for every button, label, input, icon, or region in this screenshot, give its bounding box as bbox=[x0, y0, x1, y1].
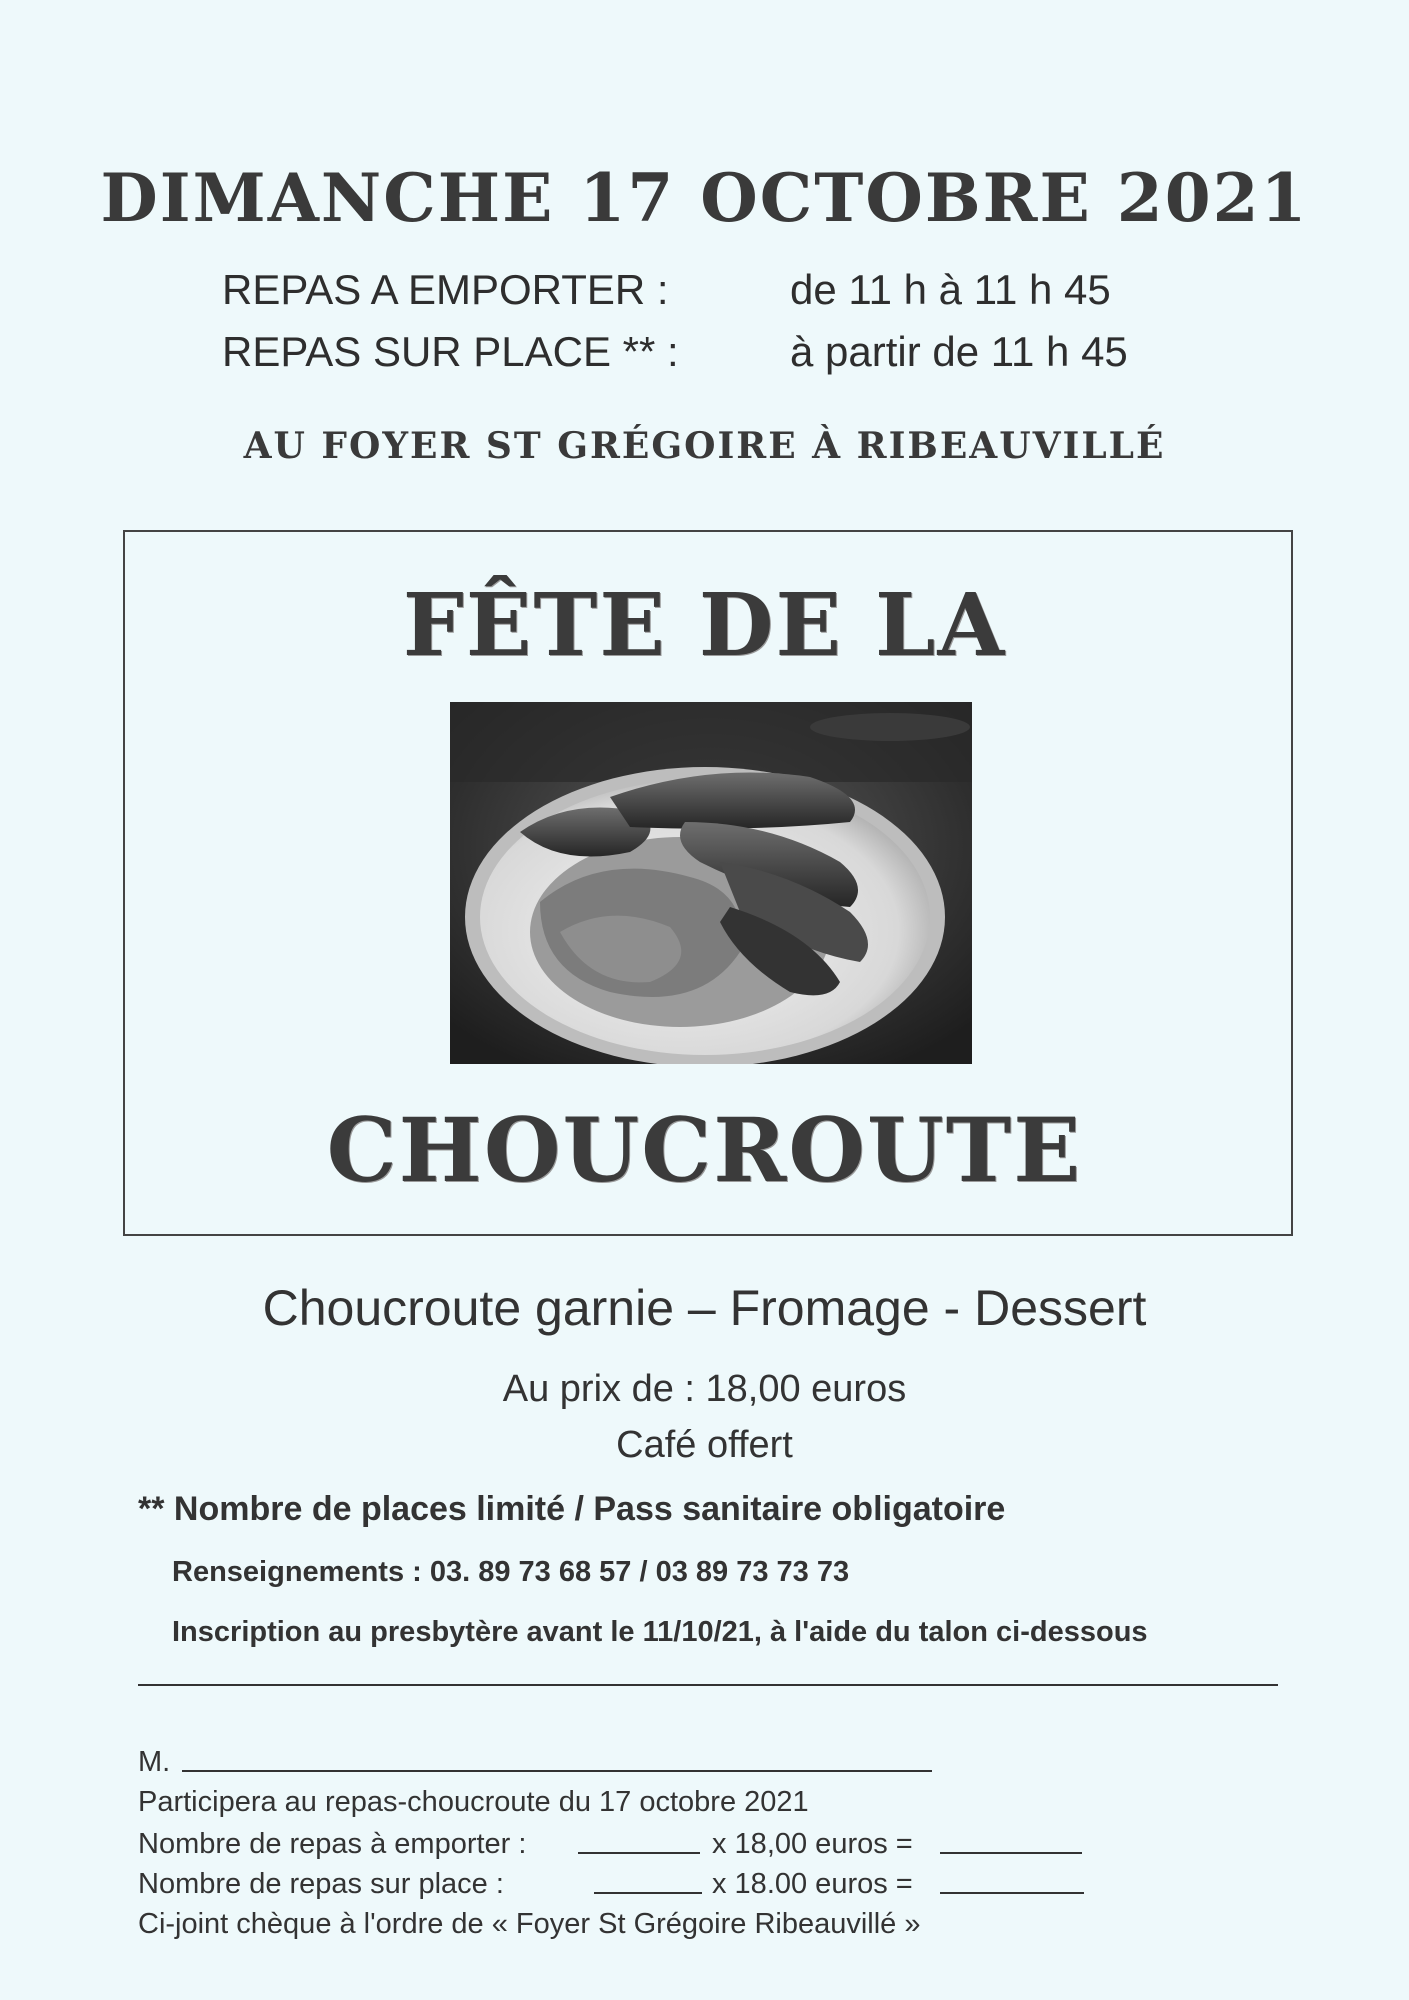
cut-line-divider bbox=[138, 1684, 1278, 1686]
takeaway-label: REPAS A EMPORTER : bbox=[222, 266, 669, 313]
takeaway-total-field[interactable] bbox=[940, 1852, 1082, 1854]
cheque-instruction: Ci-joint chèque à l'ordre de « Foyer St Grégoire Ribeauvillé » bbox=[138, 1908, 921, 1940]
sauerkraut-plate-photo bbox=[450, 702, 972, 1064]
contact-info: Renseignements : 03. 89 73 68 57 / 03 89 73 73 73 bbox=[172, 1556, 850, 1588]
price-text: Au prix de : 18,00 euros bbox=[502, 1368, 907, 1410]
event-date-title: DIMANCHE 17 OCTOBRE 2021 bbox=[100, 159, 1309, 237]
onsite-count-field[interactable] bbox=[594, 1892, 702, 1894]
takeaway-count-field[interactable] bbox=[578, 1852, 700, 1854]
takeaway-count-label: Nombre de repas à emporter : bbox=[138, 1828, 527, 1860]
sauerkraut-plate-illustration bbox=[450, 702, 972, 1064]
event-title-line1: FÊTE DE LA bbox=[402, 575, 1007, 676]
takeaway-unit-price: x 18,00 euros = bbox=[712, 1828, 913, 1860]
limited-places-notice: ** Nombre de places limité / Pass sanitaire obligatoire bbox=[138, 1490, 1006, 1528]
onsite-unit-price: x 18.00 euros = bbox=[712, 1868, 913, 1900]
name-field[interactable] bbox=[182, 1770, 932, 1772]
participation-text: Participera au repas-choucroute du 17 octobre 2021 bbox=[138, 1786, 809, 1818]
event-location: AU FOYER ST GRÉGOIRE À RIBEAUVILLÉ bbox=[243, 425, 1166, 467]
registration-info: Inscription au presbytère avant le 11/10/21, à l'aide du talon ci-dessous bbox=[172, 1616, 1148, 1648]
onsite-total-field[interactable] bbox=[940, 1892, 1084, 1894]
menu-description: Choucroute garnie – Fromage - Dessert bbox=[262, 1280, 1147, 1336]
onsite-count-label: Nombre de repas sur place : bbox=[138, 1868, 504, 1900]
takeaway-time: de 11 h à 11 h 45 bbox=[790, 266, 1111, 313]
name-label: M. bbox=[138, 1746, 171, 1778]
onsite-time: à partir de 11 h 45 bbox=[790, 328, 1128, 375]
coffee-text: Café offert bbox=[616, 1424, 793, 1466]
event-title-line2: CHOUCROUTE bbox=[326, 1098, 1083, 1202]
onsite-label: REPAS SUR PLACE ** : bbox=[222, 328, 679, 375]
